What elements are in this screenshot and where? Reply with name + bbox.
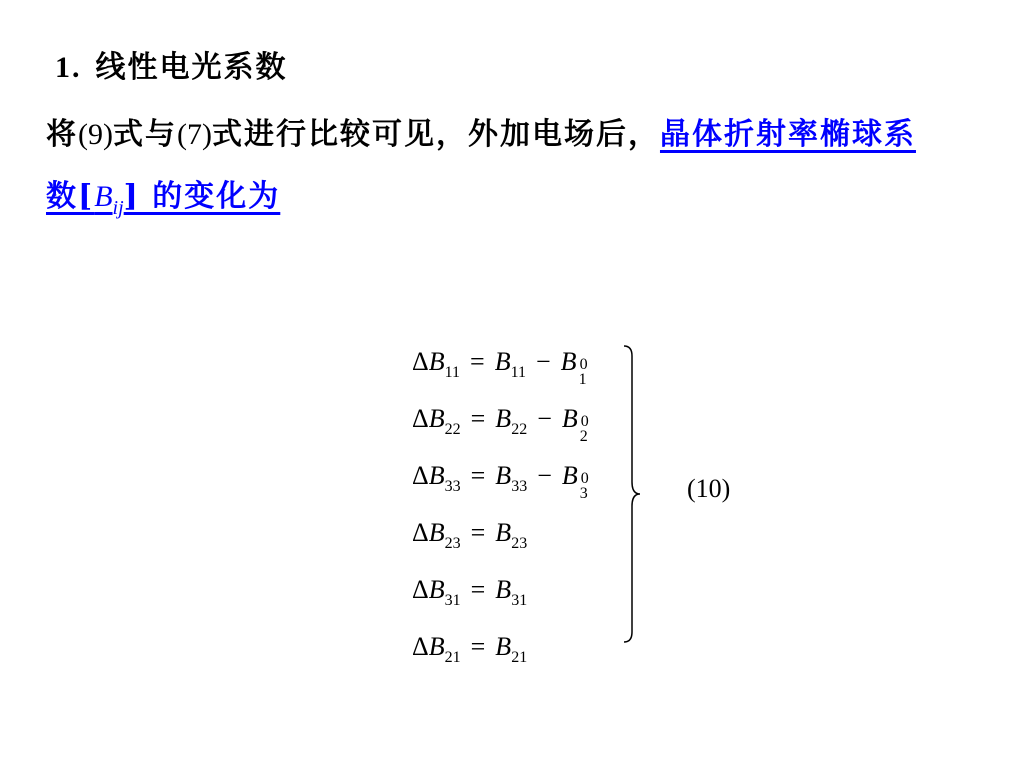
- equation-row: [412, 568, 592, 625]
- delta-symbol: Δ: [412, 575, 429, 604]
- equation-ref-7: (7): [176, 118, 212, 151]
- minus-sign: −: [537, 461, 552, 490]
- right-brace-icon: [622, 344, 642, 644]
- eq-variable: B: [495, 518, 512, 547]
- eq-variable: B: [428, 347, 445, 376]
- eq-variable: B: [495, 404, 512, 433]
- eq-variable: B: [495, 461, 512, 490]
- eq-variable: B: [495, 632, 512, 661]
- eq-variable: B: [561, 461, 578, 490]
- eq-subscript: 23: [511, 535, 528, 552]
- body-paragraph: [46, 104, 946, 239]
- eq-subscript: 1: [578, 371, 587, 388]
- para-text-1: 将: [46, 117, 78, 152]
- equation-system: [412, 340, 592, 682]
- eq-variable: B: [428, 575, 445, 604]
- eq-superscript: 0: [580, 413, 589, 430]
- equation-row: [412, 625, 592, 682]
- delta-symbol: Δ: [412, 461, 429, 490]
- para-text-3: 式进行比较可见，外加电场后，: [211, 117, 660, 152]
- eq-subscript: 31: [511, 592, 528, 609]
- equals-sign: =: [470, 404, 486, 433]
- equation-number: (10): [687, 474, 731, 503]
- link-text-a: 晶体折射率椭球系数[: [46, 117, 916, 214]
- equals-sign: =: [470, 518, 486, 547]
- eq-subscript: 33: [511, 478, 528, 495]
- eq-variable: B: [428, 632, 445, 661]
- eq-subscript: 23: [444, 535, 461, 552]
- eq-superscript: 0: [580, 470, 589, 487]
- eq-superscript: 0: [579, 356, 588, 373]
- eq-variable: B: [428, 404, 445, 433]
- link-text-b: ] 的变化为: [123, 179, 281, 214]
- eq-subscript: 21: [511, 649, 528, 666]
- eq-variable: B: [560, 347, 577, 376]
- eq-variable: B: [494, 347, 511, 376]
- eq-variable: B: [428, 518, 445, 547]
- eq-variable: B: [495, 575, 512, 604]
- minus-sign: −: [537, 404, 552, 433]
- equation-ref-9: (9): [78, 118, 113, 151]
- eq-subscript: 2: [579, 428, 588, 445]
- delta-symbol: Δ: [412, 632, 429, 661]
- eq-variable: B: [561, 404, 578, 433]
- eq-subscript: 11: [444, 364, 461, 381]
- delta-symbol: Δ: [412, 347, 429, 376]
- eq-subscript: 33: [444, 478, 461, 495]
- eq-subscript: 22: [444, 421, 461, 438]
- link-subscript: ij: [112, 197, 124, 219]
- eq-subscript: 11: [510, 364, 526, 381]
- eq-subscript: 31: [444, 592, 461, 609]
- equation-row: [412, 397, 592, 454]
- delta-symbol: Δ: [412, 518, 429, 547]
- equals-sign: =: [470, 347, 485, 376]
- section-number: 1.: [55, 51, 82, 84]
- equation-row: [412, 454, 592, 511]
- equals-sign: =: [470, 461, 486, 490]
- section-title: 线性电光系数: [95, 50, 288, 85]
- eq-variable: B: [428, 461, 445, 490]
- equals-sign: =: [470, 632, 486, 661]
- link-variable: B: [94, 180, 113, 213]
- equation-row: [412, 511, 592, 568]
- delta-symbol: Δ: [412, 404, 429, 433]
- para-text-2: 式与: [112, 117, 177, 152]
- equation-row: [412, 340, 592, 397]
- eq-subscript: 21: [444, 649, 461, 666]
- minus-sign: −: [536, 347, 551, 376]
- section-heading: [55, 42, 288, 86]
- equals-sign: =: [470, 575, 486, 604]
- eq-subscript: 3: [579, 485, 588, 502]
- eq-subscript: 22: [511, 421, 528, 438]
